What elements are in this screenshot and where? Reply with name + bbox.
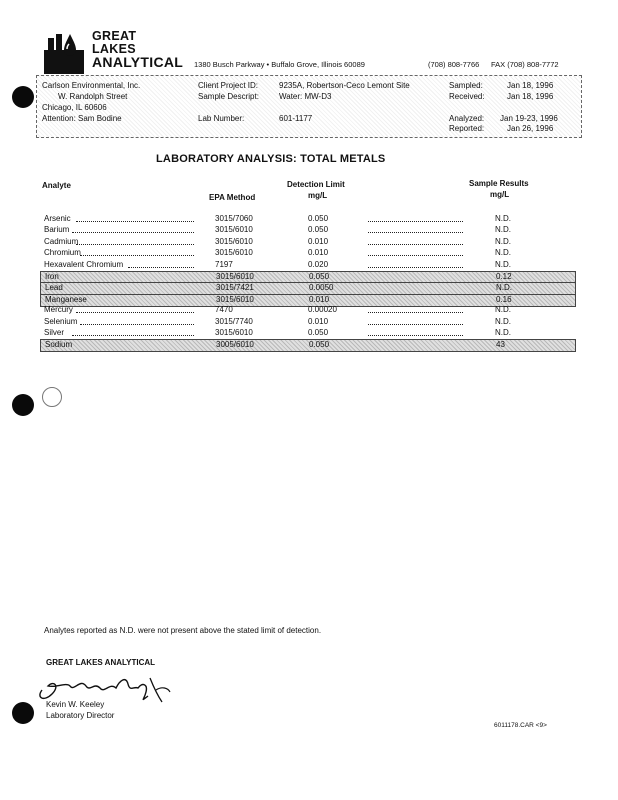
logo-line-2: LAKES (92, 42, 136, 56)
table-row (40, 248, 574, 259)
sample-descript-label: Sample Descript: (198, 92, 259, 101)
col-header-limit-unit: mg/L (308, 191, 328, 200)
project-id-label: Client Project ID: (198, 81, 259, 90)
sample-result: N.D. (495, 236, 511, 246)
result-leader (368, 305, 463, 313)
analyte-name: Hexavalent Chromium (44, 259, 124, 269)
result-leader (368, 237, 463, 245)
sample-result: N.D. (495, 259, 511, 269)
company-phone: (708) 808-7766 (428, 60, 480, 69)
logo-mark-icon (44, 32, 84, 74)
footnote: Analytes reported as N.D. were not present above the stated limit of detection. (44, 626, 322, 635)
sample-result: N.D. (495, 248, 511, 258)
sampled-value: Jan 18, 1996 (507, 81, 554, 90)
report-title: LABORATORY ANALYSIS: TOTAL METALS (156, 153, 386, 165)
detection-limit: 0.00020 (308, 305, 337, 315)
col-header-result-unit: mg/L (490, 190, 510, 199)
company-fax: FAX (708) 808-7772 (491, 60, 559, 69)
epa-method: 3005/6010 (216, 340, 254, 350)
analyte-leader (80, 248, 194, 256)
detection-limit: 0.010 (308, 316, 329, 326)
detection-limit: 0.050 (308, 225, 329, 235)
analyzed-label: Analyzed: (449, 114, 485, 123)
detection-limit: 0.050 (308, 328, 329, 337)
table-row (40, 317, 574, 328)
analyte-leader (128, 260, 194, 268)
signature-title: Laboratory Director (46, 711, 115, 720)
result-leader (368, 248, 463, 256)
sampled-label: Sampled: (449, 81, 483, 90)
table-row (40, 237, 574, 248)
analyte-leader (72, 328, 194, 336)
result-leader (368, 328, 463, 336)
sample-result: N.D. (496, 283, 512, 293)
epa-method: 3015/7740 (215, 316, 253, 326)
epa-method: 3015/6010 (215, 328, 253, 337)
sample-result: 0.16 (496, 294, 512, 304)
punch-hole-outline (42, 387, 62, 407)
client-street: W. Randolph Street (58, 92, 128, 101)
col-header-result: Sample Results (469, 179, 529, 188)
lab-number-value: 601-1177 (279, 114, 313, 123)
analyte-name: Chromium (44, 248, 81, 258)
sample-result: N.D. (495, 316, 511, 326)
epa-method: 3015/7060 (215, 214, 253, 223)
logo-line-1: GREAT (92, 29, 137, 43)
analyte-leader (80, 317, 194, 325)
analyte-leader (76, 237, 194, 245)
table-row (40, 339, 576, 352)
epa-method: 3015/6010 (215, 236, 253, 246)
sample-result: N.D. (495, 214, 511, 223)
analyte-leader (72, 225, 194, 233)
analyte-name: Lead (45, 283, 63, 293)
signature-name: Kevin W. Keeley (46, 700, 105, 709)
detection-limit: 0.050 (308, 214, 329, 223)
result-leader (368, 225, 463, 233)
signature-company: GREAT LAKES ANALYTICAL (46, 658, 156, 667)
col-header-analyte: Analyte (42, 181, 71, 190)
epa-method: 3015/6010 (216, 294, 254, 304)
col-header-limit: Detection Limit (287, 180, 345, 189)
col-header-method: EPA Method (209, 193, 256, 202)
punch-hole-top (12, 86, 34, 108)
analyte-name: Arsenic (44, 214, 71, 223)
detection-limit: 0.010 (308, 248, 329, 258)
analyte-name: Manganese (45, 294, 87, 304)
received-value: Jan 18, 1996 (507, 92, 554, 101)
project-id-value: 9235A, Robertson-Ceco Lemont Site (279, 81, 410, 90)
detection-limit: 0.010 (308, 236, 329, 246)
epa-method: 7470 (215, 305, 233, 315)
result-leader (368, 214, 463, 222)
result-leader (368, 317, 463, 325)
analyte-name: Barium (44, 225, 70, 235)
detection-limit: 0.010 (309, 294, 330, 304)
epa-method: 3015/6010 (215, 225, 253, 235)
document-reference: 6011178.CAR <9> (494, 722, 547, 729)
punch-hole-middle (12, 394, 34, 416)
table-row (40, 305, 574, 316)
client-name: Carlson Environmental, Inc. (42, 81, 141, 90)
analyte-leader (76, 305, 194, 313)
analyte-name: Mercury (44, 305, 73, 315)
analyte-name: Cadmium (44, 236, 79, 246)
epa-method: 3015/6010 (215, 248, 253, 258)
analyzed-value: Jan 19-23, 1996 (500, 114, 558, 123)
epa-method: 3015/6010 (216, 272, 254, 281)
reported-label: Reported: (449, 124, 485, 133)
analyte-name: Silver (44, 328, 65, 337)
sample-descript-value: Water: MW-D3 (279, 92, 332, 101)
analyte-name: Iron (45, 272, 59, 281)
epa-method: 7197 (215, 259, 233, 269)
detection-limit: 0.0050 (309, 283, 334, 293)
reported-value: Jan 26, 1996 (507, 124, 554, 133)
result-leader (368, 260, 463, 268)
sample-result: 43 (496, 340, 505, 350)
sample-result: N.D. (495, 225, 511, 235)
sample-result: N.D. (495, 305, 511, 315)
sample-result: N.D. (495, 328, 511, 337)
table-row (40, 260, 574, 271)
detection-limit: 0.020 (308, 259, 329, 269)
analyte-name: Sodium (45, 340, 73, 350)
table-row (40, 225, 574, 236)
analyte-leader (76, 214, 194, 222)
client-city: Chicago, IL 60606 (42, 103, 107, 112)
analyte-name: Selenium (44, 316, 78, 326)
lab-number-label: Lab Number: (198, 114, 245, 123)
table-row (40, 214, 574, 225)
company-address: 1380 Busch Parkway • Buffalo Grove, Illinois 60089 (194, 60, 365, 69)
received-label: Received: (449, 92, 485, 101)
client-attention: Attention: Sam Bodine (42, 114, 122, 123)
detection-limit: 0.050 (309, 340, 330, 350)
logo-line-3: ANALYTICAL (92, 54, 184, 70)
sample-result: 0.12 (496, 272, 512, 281)
epa-method: 3015/7421 (216, 283, 254, 293)
table-row (40, 328, 574, 339)
detection-limit: 0.050 (309, 272, 330, 281)
